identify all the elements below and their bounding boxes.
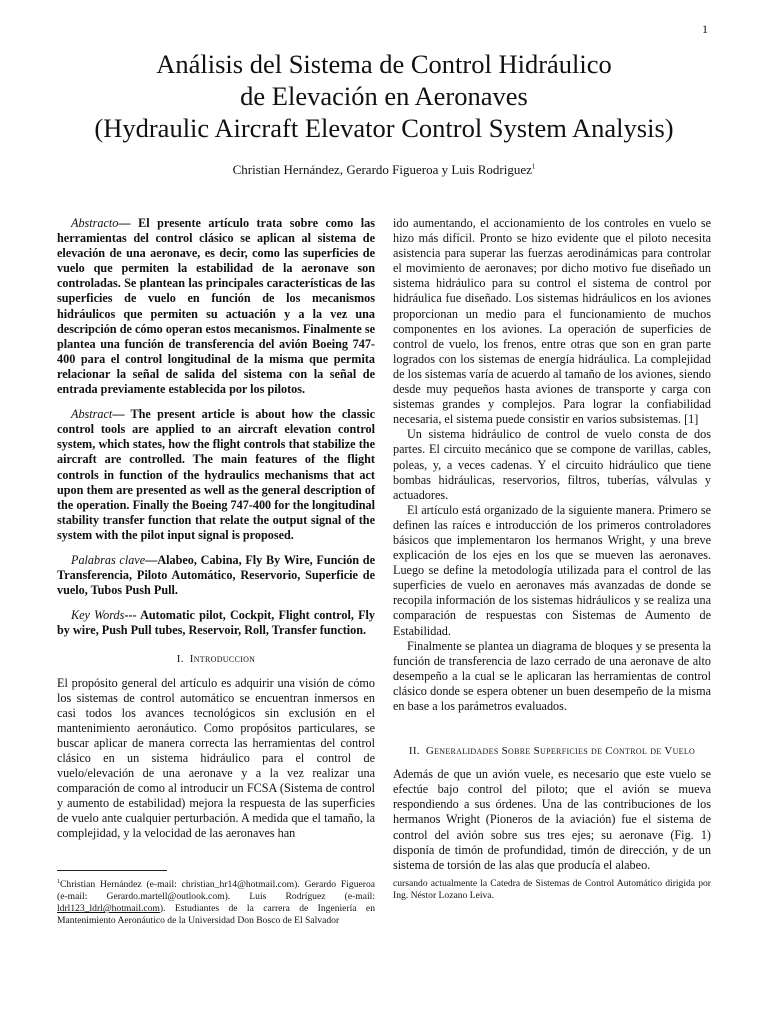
paper-title xyxy=(0,48,768,144)
abstract-es-text: El presente artículo trata sobre como las herramientas del control clásico se aplican al sistema de elevación de una aeronave, es decir, como las superficies de vuelo que permiten la estabilidad de la aeronave son controladas. Se plantean las principales características de las superficies de vuelo en función de los mecanismos hidráulicos que permiten su actuación y a la vez una descripción de cómo operan estos mecanismos. Finalmente se plantea una función de transferencia del avión Boeing 747-400 para el control longitudinal de la misma que permita relacionar la señal de salida del sistema con la señal de entrada previamente establecida por los pilotos. xyxy=(57,216,375,397)
paragraph-hydraulic-parts: Un sistema hidráulico de control de vuelo consta de dos partes. El circuito mecánico que se compone de varillas, cables, poleas, y, a veces cadenas. Y el circuito hidráulico que tiene bombas hidráulicas, reservorios, filtros, tuberías, válvulas y actuadores. xyxy=(393,427,711,502)
footnote-left xyxy=(57,876,375,927)
abstract-es-sep: — xyxy=(118,216,139,230)
section-1-number: I. xyxy=(176,653,184,666)
keywords-es-label: Palabras clave xyxy=(71,552,146,567)
section-1-heading xyxy=(57,652,375,667)
section-2-number: II. xyxy=(408,745,420,758)
abstract-en xyxy=(57,407,375,543)
keywords-es xyxy=(57,553,375,598)
section-2-title: Generalidades Sobre Superficies de Control de Vuelo xyxy=(425,745,696,758)
author-list xyxy=(0,162,768,178)
abstract-es-label: Abstracto xyxy=(71,216,119,230)
keywords-en-text: Automatic pilot, Cockpit, Flight control, Fly by wire, Push Pull tubes, Reservoir, Roll, Transfer function. xyxy=(57,608,375,638)
footnote-right: cursando actualmente la Catedra de Sistemas de Control Automático dirigida por Ing. Néstor Lozano Leiva. xyxy=(393,878,711,901)
author-footnote-mark: 1 xyxy=(531,162,536,171)
keywords-es-sep: — xyxy=(145,552,158,567)
authors-text: Christian Hernández, Gerardo Figueroa y Luis Rodriguez xyxy=(232,162,532,177)
paragraph-organization: El artículo está organizado de la siguiente manera. Primero se definen las raíces e introducción de los primeros controladores básicos que implementaron los hermanos Wright, y una breve explicación de los ejes en los que se mueven las aeronaves. Luego se define la metodología utilizada para el control de las superficies de vuelo en aeronaves más avanzadas de donde se recopila información de los sistemas hidráulicos y se realiza una comparación de respuestas con Sistemas de Aumento de Estabilidad. xyxy=(393,502,711,638)
abstract-en-text: The present article is about how the classic control tools are applied to an aircraft elevation control system, which states, how the flight controls that stabilize the aircraft are controlled. The main features of the flight controls in function of the hydraulics mechanisms that act upon them are presented as well as the general description of the operation. Finally the Boeing 747-400 for the longitudinal stability transfer function that relate the output signal of the system with the pilot input signal is proposed. xyxy=(57,407,375,542)
footnote-divider xyxy=(57,870,167,871)
keywords-en xyxy=(57,608,375,638)
abstract-en-sep: — xyxy=(112,407,131,422)
footnote-mark: 1 xyxy=(57,879,60,885)
page-number: 1 xyxy=(702,22,708,36)
section-2-text: Además de que un avión vuele, es necesario que este vuelo se efectúe bajo control del piloto; que el avión se mueva respondiendo a sus órdenes. Una de las contribuciones de los hermanos Wright (Pioneros de la aviación) fue el sistema de control del avión sobre sus tres ejes; su aeronave (Fig. 1) disponía de timón de profundidad, timón de dirección, y de un sistema de torsión de las alas que producía el alabeo. xyxy=(393,767,711,872)
abstract-es xyxy=(57,216,375,397)
footnote-text-pre: Christian Hernández (e-mail: christian_hr14@hotmail.com). Gerardo Figueroa (e-mail: Gerardo.martell@outlook.com). Luis Rodríguez (e-mail: xyxy=(57,879,375,903)
paragraph-intro-cont: ido aumentando, el accionamiento de los controles en vuelo se hizo más difícil. Pronto se hizo evidente que el piloto necesita asistencia para superar las fuerzas aerodinámicas para controlar el movimiento de aeronaves; por dicho motivo fue diseñado un sistema hidráulico para su control el sistema de control por hidráulica fue diseñado. Los sistemas hidráulicos en los aviones proporcionan un medio para el funcionamiento de muchos componentes en los aviones. La operación de superficies de control de vuelo, los frenos, entre otras que son en gran parte logrados con los sistemas de energía hidráulica. La complejidad de los sistemas varía de acuerdo al tamaño de los aviones, siendo desde muy pequeños hasta aviones de transporte y carga con sistemas grandes y complejos. Para lograr la confiabilidad necesaria, el sistema puede consistir en varios subsistemas. [1] xyxy=(393,216,711,427)
title-line-3: (Hydraulic Aircraft Elevator Control System Analysis) xyxy=(94,113,674,143)
title-line-2: de Elevación en Aeronaves xyxy=(240,81,528,111)
footnote-email-link[interactable]: ldrl123_ldrl@hotmail.com xyxy=(57,903,160,915)
section-2-heading xyxy=(393,744,711,759)
keywords-es-text: Alabeo, Cabina, Fly By Wire, Función de Transferencia, Piloto Automático, Reservorio, Superficie de vuelo, Tubos Push Pull. xyxy=(57,552,375,598)
footnote-text-post: ). Estudiantes de la carrera de Ingeniería en Mantenimiento Aeronáutico de la Universidad Don Bosco de El Salvador xyxy=(57,903,375,927)
left-column xyxy=(57,216,375,852)
section-1-text: El propósito general del artículo es adquirir una visión de cómo los sistemas de control automático se encuentran inmersos en casi todos los avances tecnológicos sin exclusión en el mantenimiento aeronáutico. Como propósitos particulares, se buscar aplicar de manera correcta las herramientas del control clásico en un sistema hidráulico para el control de vuelo/elevación de una aeronave y a la vez realizar una comparación de como al introducir un FCSA (Sistema de control y aumento de estabilidad) mejora la respuesta de las superficies de vuelo ante cualquier perturbación. A medida que el tamaño, la complejidad, y la velocidad de las aeronaves han xyxy=(57,675,375,841)
title-line-1: Análisis del Sistema de Control Hidráulico xyxy=(156,49,612,79)
section-1-title: Introduccion xyxy=(189,653,256,666)
right-column xyxy=(393,216,711,873)
paragraph-finally: Finalmente se plantea un diagrama de bloques y se presenta la función de transferencia de lazo cerrado de una aeronave de alto desempeño a la cual se le aplicaran las herramientas de control clásico donde se espera obtener un buen desempeño de la misma en base a los parámetros evaluados. xyxy=(393,638,711,713)
keywords-en-label: Key Words xyxy=(71,608,125,623)
keywords-en-sep: --- xyxy=(124,608,141,623)
abstract-en-label: Abstract xyxy=(71,407,113,422)
